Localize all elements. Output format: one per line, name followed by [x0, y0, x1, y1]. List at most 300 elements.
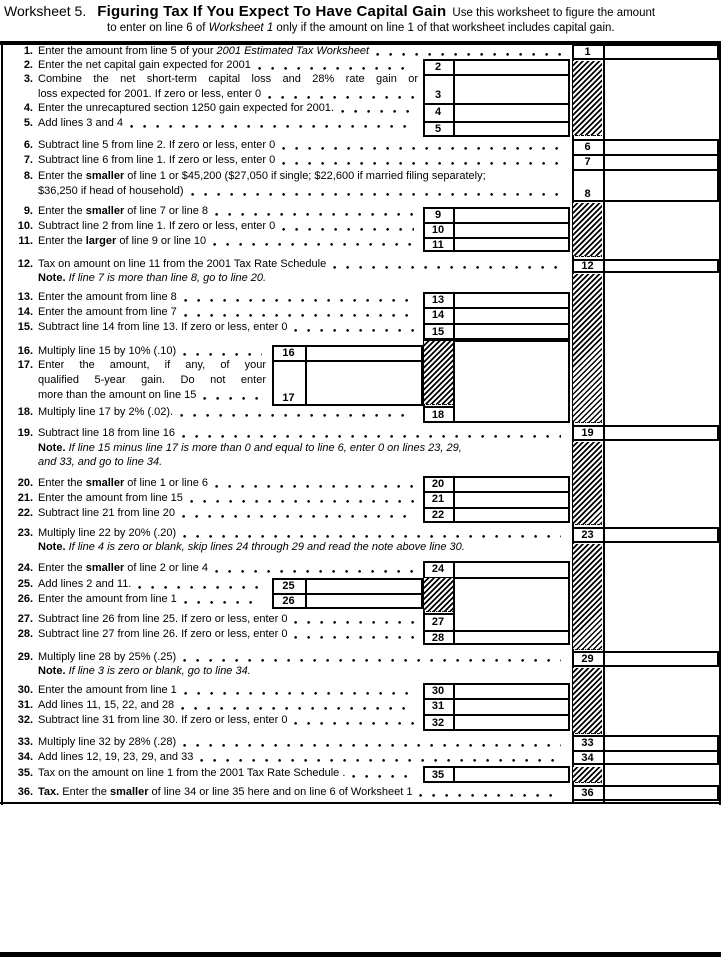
line-33-text — [38, 736, 565, 749]
dot-leader — [190, 499, 414, 504]
line-21-box-number: 21 — [431, 493, 445, 505]
line-34-number: 34. — [17, 751, 33, 763]
line-30-box-number: 30 — [431, 684, 445, 697]
line-11-number: 11. — [18, 235, 33, 247]
line-34-amount-field[interactable] — [604, 752, 717, 764]
line-23-amount-field[interactable] — [604, 529, 717, 542]
line-25-text — [38, 578, 266, 591]
text-segment: Enter the — [62, 786, 110, 798]
line-1-box-number: 1 — [584, 46, 591, 58]
line-17-amount-field[interactable] — [307, 362, 422, 405]
text-segment: Note. — [38, 665, 69, 677]
line-18-number: 18. — [17, 406, 33, 418]
line-15-box-number: 15 — [431, 325, 445, 338]
dot-leader — [282, 227, 414, 232]
line-29-note — [38, 665, 565, 678]
line-13-box-number: 13 — [431, 293, 445, 306]
line-31-box-number: 31 — [431, 700, 445, 712]
hatch-region — [573, 61, 602, 136]
worksheet-header — [4, 3, 655, 20]
line-7-text — [38, 154, 565, 167]
line-10-amount-field[interactable] — [454, 224, 568, 236]
dot-leader — [182, 514, 414, 519]
text-run — [38, 736, 176, 749]
line-19-text — [38, 427, 565, 440]
line-27-number: 27. — [17, 613, 33, 625]
line-19-box-number: 19 — [581, 427, 594, 439]
text-run — [38, 427, 175, 440]
text-segment: If line 15 minus line 17 is more than 0 and equal to line 6, enter 0 on lines 23, 29, — [68, 442, 462, 454]
line-35-number: 35. — [17, 767, 33, 779]
line-3-text — [38, 88, 418, 101]
text-segment: larger — [85, 235, 117, 247]
line-8-number: 8. — [23, 170, 33, 182]
line-35-text — [38, 767, 418, 780]
line-3-amount-field[interactable] — [454, 76, 568, 102]
line-18-amount-field[interactable] — [454, 342, 568, 421]
dot-leader — [181, 706, 414, 711]
text-segment: If line 7 is more than line 8, go to line 20. — [68, 272, 267, 284]
line-17-box-number: 17 — [282, 392, 295, 404]
line-2-number: 2. — [23, 59, 33, 71]
line-29-box-number: 29 — [581, 653, 594, 665]
page-bottom-bar — [0, 952, 721, 957]
line-17-text — [38, 374, 266, 387]
dot-leader — [180, 413, 414, 418]
line-27-amount-field[interactable] — [454, 579, 568, 629]
line-5-text — [38, 117, 418, 130]
line-8-text — [38, 170, 565, 183]
text-segment: to enter on line 6 of — [107, 22, 209, 34]
line-1-amount-field[interactable] — [604, 46, 717, 58]
line-19-amount-field[interactable] — [604, 427, 717, 440]
text-run — [38, 456, 162, 469]
line-20-number: 20. — [17, 477, 33, 489]
line-15-text — [38, 321, 418, 334]
line-34-text — [38, 751, 565, 764]
line-30-amount-field[interactable] — [454, 685, 568, 697]
hatch-region — [573, 544, 602, 650]
line-28-box-number: 28 — [431, 631, 445, 644]
line-23-note — [38, 541, 565, 554]
line-7-number: 7. — [23, 154, 33, 166]
dot-leader — [268, 95, 414, 100]
line-9-number: 9. — [23, 205, 33, 217]
dot-leader — [213, 242, 414, 247]
dot-leader — [184, 313, 414, 318]
text-run — [38, 220, 275, 233]
line-19-note — [38, 442, 565, 455]
line-10-box-number: 10 — [431, 223, 445, 236]
line-25-amount-field[interactable] — [307, 580, 422, 592]
hatch-region — [573, 203, 602, 257]
text-run — [38, 767, 345, 780]
dot-leader — [182, 434, 561, 439]
text-segment: Enter the — [38, 205, 86, 217]
text-segment: Subtract line 14 from line 13. If zero or less, enter 0 — [38, 321, 288, 333]
line-16-number: 16. — [17, 345, 33, 357]
line-14-amount-field[interactable] — [454, 309, 568, 322]
text-run — [38, 628, 287, 641]
text-segment: Note. — [38, 442, 69, 454]
dot-leader — [215, 212, 414, 217]
line-5-box-number: 5 — [434, 123, 442, 135]
line-19-note — [38, 456, 565, 469]
text-segment: Add lines 2 and 11. — [38, 578, 132, 590]
line-22-box-number: 22 — [431, 509, 445, 521]
line-15-amount-field[interactable] — [454, 325, 568, 339]
text-run — [38, 321, 287, 334]
line-16-text — [38, 345, 266, 358]
dot-leader — [191, 192, 561, 197]
worksheet-intro-line2 — [107, 22, 615, 34]
dot-leader — [183, 534, 561, 539]
line-30-number: 30. — [17, 684, 33, 696]
text-segment: Subtract line 2 from line 1. If zero or less, enter 0 — [38, 220, 276, 232]
line-4-amount-field[interactable] — [454, 105, 568, 120]
line-1-number: 1. — [23, 45, 33, 57]
line-25-number: 25. — [17, 578, 33, 590]
line-20-amount-field[interactable] — [454, 478, 568, 490]
text-run — [38, 684, 177, 697]
dot-leader — [183, 743, 561, 748]
text-segment: Enter the — [38, 235, 86, 247]
line-7-box-number: 7 — [584, 155, 591, 168]
line-29-text — [38, 651, 565, 664]
dot-leader — [215, 569, 414, 574]
line-36-text — [38, 786, 565, 799]
text-segment: Tax on the amount on line 1 from the 2001 Tax Rate Schedule . — [38, 767, 346, 779]
line-33-amount-field[interactable] — [604, 737, 717, 749]
text-segment: qualified 5-year gain. Do not enter — [38, 374, 266, 386]
text-segment: Tax. — [38, 786, 63, 798]
text-segment: Enter the — [38, 477, 86, 489]
line-10-number: 10. — [17, 220, 33, 232]
text-segment: Enter the amount from line 1 — [38, 684, 177, 696]
line-32-number: 32. — [17, 714, 33, 726]
text-segment: Enter the amount from line 1 — [38, 593, 177, 605]
text-run — [38, 477, 208, 490]
line-7-amount-field[interactable] — [604, 156, 717, 168]
line-36-number: 36. — [17, 786, 33, 798]
dot-leader — [341, 109, 414, 114]
line-5-number: 5. — [23, 117, 33, 129]
text-segment: If line 3 is zero or blank, go to line 34. — [68, 665, 251, 677]
text-segment: 2001 Estimated Tax Worksheet — [216, 45, 369, 57]
line-2-box-number: 2 — [434, 60, 442, 73]
text-run — [38, 406, 173, 419]
dot-leader — [183, 352, 262, 357]
text-segment: Subtract line 26 from line 25. If zero or less, enter 0 — [38, 613, 288, 625]
text-segment: Multiply line 22 by 20% (.20) — [38, 527, 177, 539]
line-13-number: 13. — [17, 291, 33, 303]
text-run — [38, 492, 183, 505]
line-17-number: 17. — [17, 359, 33, 371]
line-16-amount-field[interactable] — [307, 347, 422, 359]
line-1-text — [38, 45, 565, 58]
line-22-number: 22. — [17, 507, 33, 519]
dot-leader — [138, 585, 262, 590]
line-29-amount-field[interactable] — [604, 653, 717, 666]
line-24-amount-field[interactable] — [454, 563, 568, 576]
dot-leader — [184, 691, 414, 696]
line-6-number: 6. — [23, 139, 33, 151]
text-segment: Multiply line 28 by 25% (.25) — [38, 651, 177, 663]
line-24-box-number: 24 — [431, 563, 445, 575]
line-31-number: 31. — [17, 699, 33, 711]
text-segment: Multiply line 32 by 28% (.28) — [38, 736, 177, 748]
text-segment: Subtract line 27 from line 26. If zero or less, enter 0 — [38, 628, 288, 640]
line-28-amount-field[interactable] — [454, 632, 568, 644]
line-27-box-number: 27 — [431, 615, 445, 628]
line-23-number: 23. — [17, 527, 33, 539]
line-26-box-number: 26 — [282, 595, 295, 607]
line-11-amount-field[interactable] — [454, 239, 568, 251]
worksheet-intro-tail: Use this worksheet to figure the amount — [452, 7, 656, 19]
text-segment: smaller — [85, 477, 125, 489]
line-36-box-number: 36 — [581, 787, 594, 799]
line-12-amount-field[interactable] — [604, 261, 717, 272]
dot-leader — [282, 146, 561, 151]
text-segment: Note. — [38, 272, 69, 284]
text-segment: smaller — [85, 205, 125, 217]
line-16-box-number: 16 — [282, 346, 295, 359]
text-segment: of line 1 or $45,200 ($27,050 if single; $22,600 if married filing separately; — [124, 170, 486, 182]
text-run — [38, 613, 287, 626]
text-segment: Worksheet 1 — [208, 22, 274, 34]
line-4-text — [38, 102, 418, 115]
text-segment: Subtract line 31 from line 30. If zero or less, enter 0 — [38, 714, 288, 726]
text-segment: Add lines 11, 15, 22, and 28 — [38, 699, 175, 711]
dot-leader — [184, 298, 414, 303]
hatch-region — [573, 442, 602, 525]
line-8-box-number: 8 — [584, 188, 591, 200]
text-run — [38, 562, 208, 575]
text-run — [38, 291, 177, 304]
line-8-amount-field[interactable] — [604, 171, 717, 201]
text-run — [38, 593, 177, 606]
text-run — [38, 154, 275, 167]
line-6-text — [38, 139, 565, 152]
text-segment: of line 34 or line 35 here and on line 6 of Worksheet 1 — [148, 786, 413, 798]
text-segment: Enter the amount, if any, of your — [38, 359, 266, 371]
worksheet-number-label: Worksheet 5. — [4, 3, 87, 19]
line-18-text — [38, 406, 418, 419]
text-segment: smaller — [85, 170, 125, 182]
text-run — [38, 507, 175, 520]
line-11-box-number: 11 — [432, 238, 444, 251]
grid-line-vertical — [1, 44, 3, 805]
line-26-amount-field[interactable] — [307, 595, 422, 608]
line-14-number: 14. — [17, 306, 33, 318]
text-segment: Note. — [38, 541, 69, 553]
line-28-text — [38, 628, 418, 641]
line-23-text — [38, 527, 565, 540]
dot-leader — [203, 396, 262, 401]
text-segment: Enter the — [38, 562, 86, 574]
line-31-text — [38, 699, 418, 712]
text-run — [38, 139, 275, 152]
text-segment: Add lines 3 and 4 — [38, 117, 124, 129]
text-segment: Enter the amount from line 8 — [38, 291, 177, 303]
hatch-region — [573, 668, 602, 734]
line-31-amount-field[interactable] — [454, 700, 568, 713]
table-bottom-border — [0, 802, 721, 804]
text-run — [38, 205, 208, 218]
line-35-amount-field[interactable] — [454, 768, 568, 782]
text-segment: Enter the unrecaptured section 1250 gain expected for 2001. — [38, 102, 334, 114]
line-24-number: 24. — [17, 562, 33, 574]
text-segment: Enter the amount from line 7 — [38, 306, 177, 318]
text-run — [38, 88, 261, 101]
text-segment: Subtract line 21 from line 20 — [38, 507, 175, 519]
line-13-amount-field[interactable] — [454, 294, 568, 306]
line-13-text — [38, 291, 418, 304]
text-segment: Subtract line 6 from line 1. If zero or less, enter 0 — [38, 154, 276, 166]
dot-leader — [294, 620, 414, 625]
text-segment: Multiply line 15 by 10% (.10) — [38, 345, 177, 357]
line-14-text — [38, 306, 418, 319]
text-run — [38, 786, 412, 799]
text-segment: only if the amount on line 1 of that worksheet includes capital gain. — [273, 22, 615, 34]
text-segment: If line 4 is zero or blank, skip lines 24 through 29 and read the note above line 30. — [68, 541, 465, 553]
line-27-text — [38, 613, 418, 626]
line-2-amount-field[interactable] — [454, 61, 568, 73]
text-run — [38, 699, 174, 712]
line-30-text — [38, 684, 418, 697]
line-6-box-number: 6 — [584, 140, 591, 153]
line-36-amount-field[interactable] — [604, 787, 717, 800]
text-segment: more than the amount on line 15 — [38, 389, 197, 401]
line-12-text — [38, 258, 565, 271]
text-segment: Enter the — [38, 170, 86, 182]
dot-leader — [376, 52, 561, 57]
text-segment: and 33, and go to line 34. — [38, 456, 163, 468]
text-segment: loss expected for 2001. If zero or less, enter 0 — [38, 88, 262, 100]
text-segment: of line 9 or line 10 — [116, 235, 207, 247]
text-run — [38, 59, 251, 72]
hatch-region — [424, 578, 453, 612]
dot-leader — [352, 774, 414, 779]
line-32-text — [38, 714, 418, 727]
line-35-box-number: 35 — [431, 768, 445, 781]
line-18-box-number: 18 — [431, 408, 445, 421]
line-33-box-number: 33 — [581, 736, 594, 749]
text-run — [38, 170, 486, 183]
text-run — [38, 651, 176, 664]
line-15-number: 15. — [17, 321, 33, 333]
line-26-text — [38, 593, 266, 606]
text-run — [38, 541, 465, 554]
dot-leader — [184, 600, 262, 605]
text-segment: Enter the amount from line 15 — [38, 492, 183, 504]
text-run — [38, 527, 176, 540]
line-29-number: 29. — [17, 651, 33, 663]
line-4-number: 4. — [23, 102, 33, 114]
line-17-text — [38, 389, 266, 402]
dot-leader — [294, 635, 414, 640]
dot-leader — [200, 758, 561, 763]
hatch-region — [573, 767, 602, 783]
line-5-amount-field[interactable] — [454, 123, 568, 136]
line-34-box-number: 34 — [581, 751, 594, 764]
text-segment: of line 7 or line 8 — [124, 205, 209, 217]
text-segment: of line 2 or line 4 — [124, 562, 209, 574]
text-run — [38, 235, 206, 248]
text-run — [38, 185, 184, 198]
line-12-box-number: 12 — [581, 260, 594, 272]
line-24-text — [38, 562, 418, 575]
dot-leader — [258, 66, 414, 71]
text-segment: smaller — [85, 562, 125, 574]
line-20-text — [38, 477, 418, 490]
text-segment: Enter the amount from line 5 of your — [38, 45, 217, 57]
dot-leader — [294, 328, 414, 333]
text-segment: Subtract line 5 from line 2. If zero or less, enter 0 — [38, 139, 276, 151]
line-32-amount-field[interactable] — [454, 716, 568, 730]
line-8-text — [38, 185, 565, 198]
line-9-box-number: 9 — [434, 208, 442, 221]
text-segment: Multiply line 17 by 2% (.02). — [38, 406, 174, 418]
hatch-region — [424, 341, 453, 405]
text-run — [38, 578, 131, 591]
text-segment: Combine the net short-term capital loss and 28% rate gain or — [38, 73, 418, 85]
text-run — [38, 102, 334, 115]
dot-leader — [215, 484, 414, 489]
text-run — [38, 272, 266, 285]
dot-leader — [419, 793, 561, 798]
line-3-number: 3. — [23, 73, 33, 85]
text-run — [38, 45, 369, 58]
line-12-note — [38, 272, 565, 285]
text-run — [38, 345, 176, 358]
line-14-box-number: 14 — [431, 309, 445, 321]
line-3-text — [38, 73, 418, 86]
line-26-number: 26. — [17, 593, 33, 605]
worksheet-title: Figuring Tax If You Expect To Have Capital Gain — [97, 3, 447, 20]
line-4-box-number: 4 — [434, 106, 442, 118]
line-22-amount-field[interactable] — [454, 509, 568, 522]
text-run — [38, 442, 462, 455]
line-28-number: 28. — [17, 628, 33, 640]
line-10-text — [38, 220, 418, 233]
text-segment: Add lines 12, 19, 23, 29, and 33 — [38, 751, 194, 763]
line-21-number: 21. — [17, 492, 33, 504]
line-21-amount-field[interactable] — [454, 493, 568, 506]
line-22-text — [38, 507, 418, 520]
line-32-box-number: 32 — [431, 716, 445, 729]
text-run — [38, 751, 193, 764]
dot-leader — [183, 658, 561, 663]
dot-leader — [130, 124, 414, 129]
text-segment: Tax on amount on line 11 from the 2001 Tax Rate Schedule — [38, 258, 327, 270]
dot-leader — [294, 721, 414, 726]
line-33-number: 33. — [17, 736, 33, 748]
line-20-box-number: 20 — [431, 477, 445, 490]
line-6-amount-field[interactable] — [604, 141, 717, 153]
text-run — [38, 714, 287, 727]
line-3-box-number: 3 — [434, 89, 442, 101]
text-run — [38, 665, 251, 678]
line-25-box-number: 25 — [282, 579, 295, 592]
text-segment: of line 1 or line 6 — [124, 477, 209, 489]
line-9-amount-field[interactable] — [454, 209, 568, 221]
line-12-number: 12. — [17, 258, 33, 270]
line-11-text — [38, 235, 418, 248]
line-9-text — [38, 205, 418, 218]
text-run — [38, 306, 177, 319]
line-23-box-number: 23 — [581, 529, 594, 541]
